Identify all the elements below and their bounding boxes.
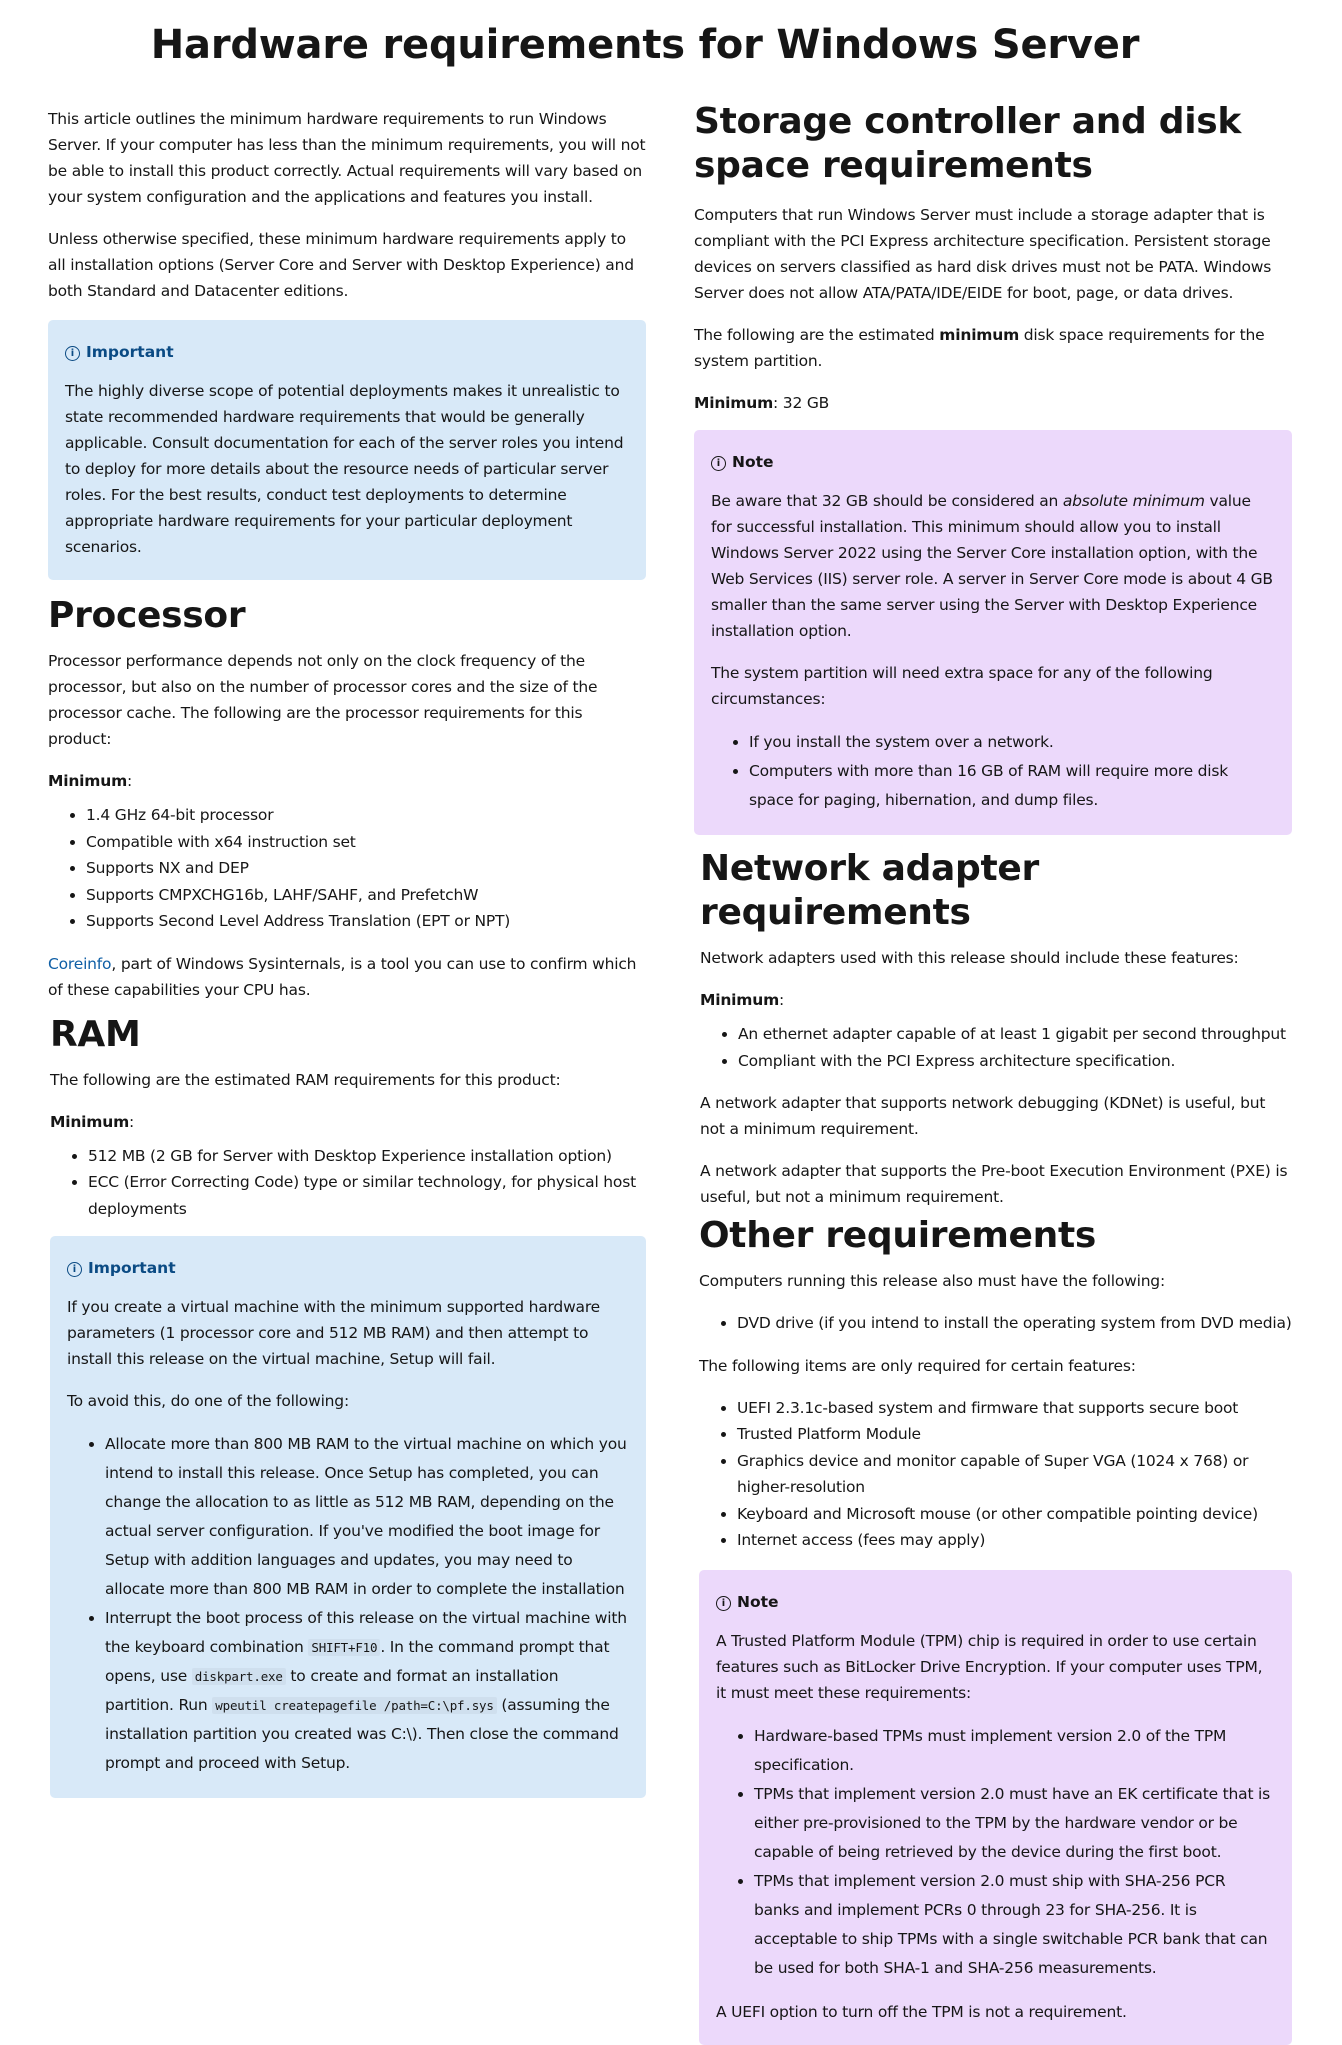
list-item: • DVD drive (if you intend to install the operating system from DVD media) — [737, 1310, 1292, 1337]
alert-label: Note — [732, 453, 774, 471]
list-item: • TPMs that implement version 2.0 must have an EK certificate that is either pre-provisioned to the TPM by the hardware vendor or be capable of being retrieved by the device during the first boot. — [754, 1780, 1275, 1867]
alert-label: Important — [86, 343, 174, 361]
storage-paragraph-2: The following are the estimated minimum disk space requirements for the system partition. — [694, 326, 1265, 370]
alert-header — [716, 1590, 1275, 1614]
alert-list — [716, 1722, 1275, 1983]
alert-text: To avoid this, do one of the following: — [67, 1392, 349, 1410]
processor-minimum-label: Minimum: — [48, 772, 133, 790]
code-snippet: diskpart.exe — [192, 1668, 286, 1685]
alert-list — [711, 728, 1275, 815]
info-circle-icon: i — [65, 346, 80, 361]
left-column — [48, 106, 646, 1798]
coreinfo-paragraph — [48, 951, 646, 1003]
other-section — [694, 1214, 1292, 2045]
alert-label: Important — [88, 1259, 176, 1277]
important-alert-2 — [50, 1236, 646, 1798]
alert-text: If you create a virtual machine with the minimum supported hardware parameters (1 processor core and 512 MB RAM) and then attempt to install this release on the virtual machine, Setup will fail. — [67, 1298, 601, 1368]
list-item: • If you install the system over a network. — [749, 728, 1275, 757]
alert-label: Note — [737, 1592, 779, 1611]
network-list — [700, 1021, 1292, 1074]
storage-heading: Storage controller and disk space requirements — [694, 101, 1242, 186]
code-snippet: SHIFT+F10 — [308, 1639, 380, 1656]
note-alert-2 — [699, 1570, 1292, 2045]
alert-header — [65, 340, 629, 364]
ram-intro: The following are the estimated RAM requirements for this product: — [50, 1070, 561, 1089]
info-circle-icon: i — [716, 1596, 731, 1611]
list-item: • Supports NX and DEP — [86, 855, 646, 882]
info-circle-icon: i — [67, 1262, 82, 1277]
ram-section — [48, 1013, 646, 1799]
storage-paragraph-1: Computers that run Windows Server must include a storage adapter that is compliant with the PCI Express architecture specification. Persistent storage devices on servers classified as hard disk drives must not be PATA. Windows Server does not allow ATA/PATA/IDE/EIDE for boot, page, or data drives. — [694, 206, 1272, 302]
right-column — [694, 100, 1292, 2045]
list-item: • Interrupt the boot process of this release on the virtual machine with the keyboard combination SHIFT+F10 . In the command prompt that opens, use diskpart.exe to create and format an installation partition. Run wpeutil createpagefile /path=C:\pf.sys (assuming the installation partition you created was C:\). Then close the command prompt and proceed with Setup. — [105, 1604, 629, 1778]
note-alert-1 — [694, 430, 1292, 835]
list-item: • UEFI 2.3.1c-based system and firmware that supports secure boot — [737, 1395, 1292, 1422]
list-item: • 1.4 GHz 64-bit processor — [86, 802, 646, 829]
info-circle-icon: i — [711, 456, 726, 471]
list-item: • An ethernet adapter capable of at least 1 gigabit per second throughput — [738, 1021, 1292, 1048]
ram-minimum-label: Minimum: — [50, 1112, 135, 1131]
network-section — [694, 847, 1292, 1210]
list-item: • Graphics device and monitor capable of Super VGA (1024 x 768) or higher-resolution — [737, 1448, 1292, 1501]
important-alert-1 — [48, 320, 646, 580]
page-title: Hardware requirements for Windows Server — [150, 22, 1140, 68]
processor-heading: Processor — [48, 595, 246, 636]
list-item: • TPMs that implement version 2.0 must ship with SHA-256 PCR banks and implement PCRs 0 through 23 for SHA-256. It is acceptable to ship TPMs with a single switchable PCR bank that can be used for both SHA-1 and SHA-256 measurements. — [754, 1867, 1275, 1983]
list-item: • ECC (Error Correcting Code) type or similar technology, for physical host deployments — [88, 1169, 646, 1222]
list-item: • Trusted Platform Module — [737, 1421, 1292, 1448]
alert-text: The system partition will need extra space for any of the following circumstances: — [711, 664, 1213, 708]
alert-header — [711, 450, 1275, 474]
list-item: • Supports Second Level Address Translation (EPT or NPT) — [86, 908, 646, 935]
ram-list — [50, 1143, 646, 1223]
other-intro: Computers running this release also must have the following: — [699, 1272, 1165, 1290]
list-item: • 512 MB (2 GB for Server with Desktop Experience installation option) — [88, 1143, 646, 1170]
alert-list — [67, 1430, 629, 1778]
network-minimum-label: Minimum: — [700, 991, 785, 1009]
list-item: • Compatible with x64 instruction set — [86, 829, 646, 856]
list-item: • Keyboard and Microsoft mouse (or other compatible pointing device) — [737, 1501, 1292, 1528]
alert-header — [67, 1256, 629, 1280]
list-item: • Hardware-based TPMs must implement version 2.0 of the TPM specification. — [754, 1722, 1275, 1780]
other-list-1 — [699, 1310, 1292, 1337]
list-item: • Allocate more than 800 MB RAM to the virtual machine on which you intend to install this release. Once Setup has completed, you can change the allocation to as little as 512 MB RAM, depending on the actual server configuration. If you've modified the boot image for Setup with addition languages and updates, you may need to allocate more than 800 MB RAM in order to complete the installation — [105, 1430, 629, 1604]
coreinfo-text: , part of Windows Sysinternals, is a tool you can use to confirm which of these capabilities your CPU has. — [48, 954, 637, 999]
alert-text: The highly diverse scope of potential deployments makes it unrealistic to state recommended hardware requirements that would be generally applicable. Consult documentation for each of the server roles you intend to deploy for more details about the resource needs of particular server roles. For the best results, conduct test deployments to determine appropriate hardware requirements for your particular deployment scenarios. — [65, 382, 624, 556]
other-heading: Other requirements — [699, 1215, 1097, 1256]
other-intro-2: The following items are only required for certain features: — [699, 1356, 1136, 1375]
network-paragraph-3: A network adapter that supports the Pre-boot Execution Environment (PXE) is useful, but not a minimum requirement. — [700, 1162, 1288, 1206]
ram-heading: RAM — [50, 1013, 141, 1055]
intro-paragraph-2: Unless otherwise specified, these minimum hardware requirements apply to all installation options (Server Core and Server with Desktop Experience) and both Standard and Datacenter editions. — [48, 230, 634, 300]
list-item: • Computers with more than 16 GB of RAM will require more disk space for paging, hibernation, and dump files. — [749, 757, 1275, 815]
alert-text: Be aware that 32 GB should be considered an absolute minimum value for successful installation. This minimum should allow you to install Windows Server 2022 using the Server Core installation option, with the Web Services (IIS) server role. A server in Server Core mode is about 4 GB smaller than the same server using the Server with Desktop Experience installation option. — [711, 492, 1273, 640]
network-heading: Network adapter requirements — [700, 848, 1039, 933]
processor-list — [48, 802, 646, 935]
network-intro: Network adapters used with this release should include these features: — [700, 949, 1239, 967]
list-item: • Internet access (fees may apply) — [737, 1527, 1292, 1554]
coreinfo-link[interactable]: Coreinfo — [48, 954, 112, 973]
code-snippet: wpeutil createpagefile /path=C:\pf.sys — [212, 1697, 496, 1714]
other-list-2 — [699, 1395, 1292, 1554]
alert-text: A UEFI option to turn off the TPM is not a requirement. — [716, 2002, 1127, 2021]
network-paragraph-2: A network adapter that supports network debugging (KDNet) is useful, but not a minimum requirement. — [700, 1094, 1266, 1138]
list-item: • Compliant with the PCI Express architecture specification. — [738, 1048, 1292, 1075]
processor-intro: Processor performance depends not only on the clock frequency of the processor, but also on the number of processor cores and the size of the processor cache. The following are the processor requirements for this product: — [48, 652, 598, 748]
list-item: • Supports CMPXCHG16b, LAHF/SAHF, and PrefetchW — [86, 882, 646, 909]
storage-minimum: Minimum: 32 GB — [694, 394, 830, 412]
intro-paragraph-1: This article outlines the minimum hardware requirements to run Windows Server. If your computer has less than the minimum requirements, you will not be able to install this product correctly. Actual requirements will vary based on your system configuration and the applications and features you install. — [48, 110, 646, 206]
alert-text: A Trusted Platform Module (TPM) chip is required in order to use certain features such as BitLocker Drive Encryption. If your computer uses TPM, it must meet these requirements: — [716, 1631, 1263, 1702]
